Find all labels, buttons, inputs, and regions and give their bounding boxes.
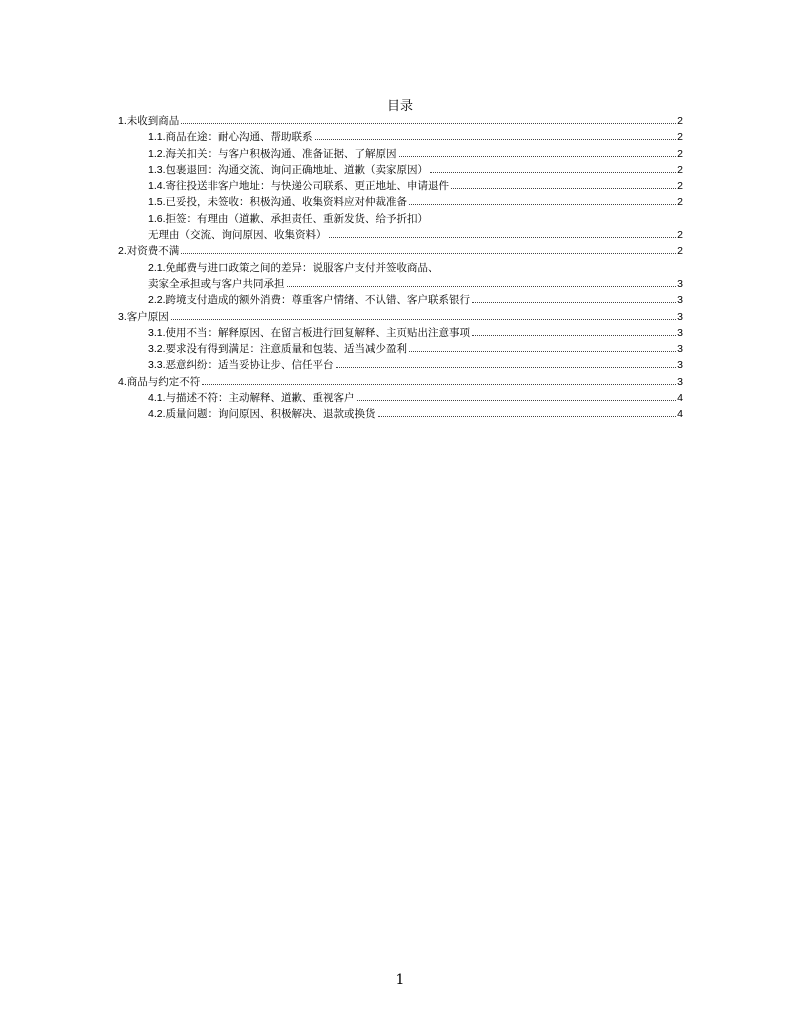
- toc-entry[interactable]: [118, 146, 683, 162]
- toc-entry-page: 2: [677, 163, 683, 176]
- toc-dot-leader: [181, 122, 676, 124]
- toc-dot-leader: [329, 236, 677, 238]
- toc-dot-leader: [336, 366, 677, 368]
- toc-entry[interactable]: [118, 357, 683, 373]
- toc-entry[interactable]: [118, 243, 683, 259]
- toc-entry-page: 4: [677, 408, 683, 421]
- toc-entry[interactable]: [118, 260, 683, 276]
- toc-dot-leader: [472, 301, 676, 303]
- toc-entry-label: 客户原因: [126, 310, 169, 323]
- toc-entry-label: 包裹退回：沟通交流、询问正确地址、道歉（卖家原因）: [165, 163, 429, 176]
- toc-entry[interactable]: [118, 374, 683, 390]
- toc-entry[interactable]: [118, 211, 683, 227]
- toc-dot-leader: [409, 350, 676, 352]
- page-number: 1: [395, 972, 405, 988]
- toc-entry-label: 对资费不满: [126, 245, 180, 258]
- toc-entry[interactable]: [118, 341, 683, 357]
- toc-entry-page: 2: [677, 180, 683, 193]
- toc-entry-label: 跨境支付造成的额外消费：尊重客户情绪、不认错、客户联系银行: [165, 294, 471, 307]
- toc-dot-leader: [378, 415, 677, 417]
- toc-entry-number: 4.2.: [148, 408, 166, 421]
- toc-entry-number: 1.: [118, 115, 127, 127]
- toc-entry-page: 2: [677, 115, 683, 127]
- toc-entry[interactable]: [118, 194, 683, 210]
- toc-dot-leader: [171, 318, 676, 320]
- toc-entry-number: 3.1.: [148, 326, 166, 339]
- toc-entry-number: 1.1.: [148, 131, 166, 144]
- toc-entry-label: 寄往投送非客户地址：与快递公司联系、更正地址、申请退件: [165, 180, 450, 193]
- toc-entry-page: 3: [677, 310, 683, 323]
- toc-entry-label: 无理由（交流、询问原因、收集资料）: [148, 229, 327, 242]
- toc-entry[interactable]: [118, 406, 683, 422]
- toc-entry-number: 3.2.: [148, 343, 166, 356]
- toc-entry[interactable]: [118, 129, 683, 145]
- toc-entry-number: 1.6.: [148, 212, 166, 225]
- toc-dot-leader: [409, 203, 676, 205]
- toc-entry-label: 恶意纠纷：适当妥协让步、信任平台: [165, 359, 334, 372]
- toc-entry-label: 与描述不符：主动解释、道歉、重视客户: [165, 392, 355, 405]
- toc-entry-number: 1.2.: [148, 147, 166, 160]
- toc-dot-leader: [181, 252, 676, 254]
- toc-entry-label: 质量问题：询问原因、积极解决、退款或换货: [165, 408, 376, 421]
- toc-entry-label: 海关扣关：与客户积极沟通、准备证据、了解原因: [165, 147, 397, 160]
- toc-entry[interactable]: [118, 390, 683, 406]
- toc-entry-number: 4.: [118, 375, 127, 388]
- toc-entry-number: 3.: [118, 310, 127, 323]
- toc-entry-label: 商品在途：耐心沟通、帮助联系: [165, 131, 313, 144]
- toc-entry[interactable]: [118, 309, 683, 325]
- toc-entry-page: 3: [677, 375, 683, 388]
- toc-entry-label: 使用不当：解释原因、在留言板进行回复解释、主页贴出注意事项: [165, 326, 471, 339]
- toc-entry-label: 未收到商品: [126, 115, 180, 127]
- toc-entry-number: 1.5.: [148, 196, 166, 209]
- toc-entry-page: 3: [677, 359, 683, 372]
- toc-entry-label: 免邮费与进口政策之间的差异：说服客户支付并签收商品、: [165, 261, 439, 274]
- toc-entry-page: 3: [677, 326, 683, 339]
- toc-entry[interactable]: [118, 292, 683, 308]
- toc-entry[interactable]: [118, 162, 683, 178]
- toc-dot-leader: [315, 138, 677, 140]
- toc-entry-page: 3: [677, 277, 683, 290]
- toc-entry-page: 3: [677, 294, 683, 307]
- toc-entry-page: 2: [677, 147, 683, 160]
- toc-entry-label: 要求没有得到满足：注意质量和包装、适当减少盈利: [165, 343, 408, 356]
- toc-dot-leader: [451, 187, 676, 189]
- toc-entry-label: 拒签：有理由（道歉、承担责任、重新发货、给予折扣）: [165, 212, 429, 225]
- toc-entry[interactable]: [118, 276, 683, 292]
- table-of-contents: [118, 113, 683, 423]
- toc-entry-page: 3: [677, 343, 683, 356]
- toc-entry-label: 已妥投，未签收：积极沟通、收集资料应对仲裁准备: [165, 196, 408, 209]
- toc-entry-label: 商品与约定不符: [126, 375, 201, 388]
- toc-entry[interactable]: [118, 178, 683, 194]
- toc-entry-page: 2: [677, 131, 683, 144]
- toc-entry[interactable]: [118, 227, 683, 243]
- toc-entry-page: 2: [677, 196, 683, 209]
- toc-dot-leader: [430, 171, 676, 173]
- toc-entry-number: 1.4.: [148, 180, 166, 193]
- toc-entry-number: 1.3.: [148, 163, 166, 176]
- toc-entry[interactable]: [118, 325, 683, 341]
- toc-dot-leader: [399, 155, 677, 157]
- toc-entry-page: 2: [677, 229, 683, 242]
- toc-dot-leader: [202, 383, 676, 385]
- toc-entry[interactable]: [118, 113, 683, 129]
- toc-title: 目录: [386, 99, 413, 114]
- toc-entry-number: 3.3.: [148, 359, 166, 372]
- toc-entry-label: 卖家全承担或与客户共同承担: [148, 277, 285, 290]
- toc-entry-page: 4: [677, 392, 683, 405]
- toc-dot-leader: [357, 399, 677, 401]
- toc-entry-number: 4.1.: [148, 392, 166, 405]
- toc-entry-page: 2: [677, 245, 683, 258]
- toc-entry-number: 2.1.: [148, 261, 166, 274]
- toc-entry-number: 2.: [118, 245, 127, 258]
- toc-dot-leader: [287, 285, 677, 287]
- toc-entry-number: 2.2.: [148, 294, 166, 307]
- toc-dot-leader: [472, 334, 676, 336]
